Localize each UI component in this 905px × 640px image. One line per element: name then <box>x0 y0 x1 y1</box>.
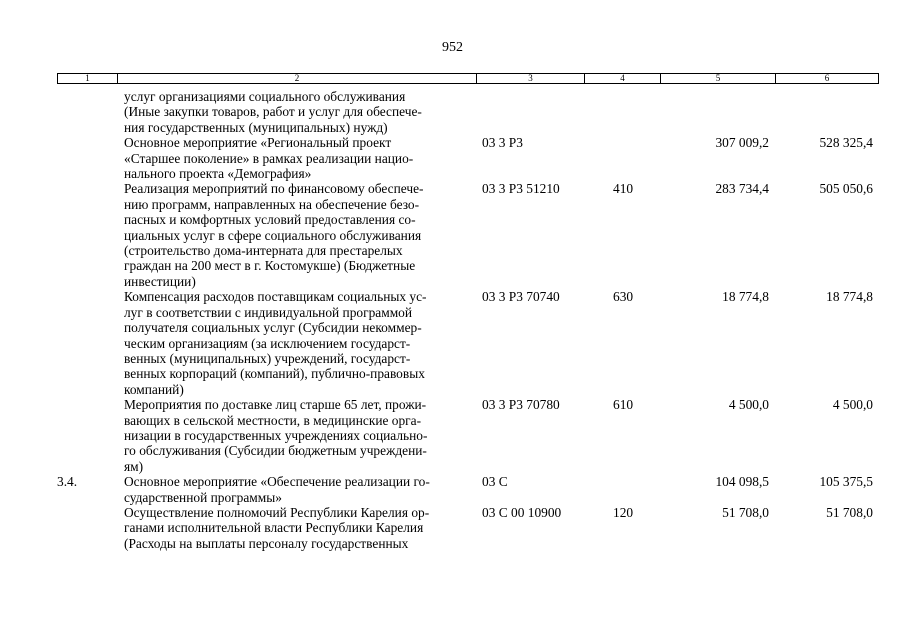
table-body <box>57 89 879 551</box>
row-target-code: 03 С 00 10900 <box>482 504 562 520</box>
description-line: нию программ, направленных на обеспечение безо- <box>124 196 420 212</box>
row-description <box>117 474 476 505</box>
table-row <box>57 397 879 474</box>
description-line: ям) <box>124 458 144 474</box>
row-amount-year-2: 528 325,4 <box>819 135 873 151</box>
description-line: (Расходы на выплаты персоналу государственных <box>124 535 409 551</box>
row-target-code: 03 3 Р3 70740 <box>482 289 560 305</box>
row-expense-type: 630 <box>613 289 634 305</box>
table-row <box>57 289 879 397</box>
description-line: луг в соответствии с индивидуальной программой <box>124 304 413 320</box>
row-expense-type: 610 <box>613 397 634 413</box>
row-description <box>117 135 476 181</box>
row-description <box>117 89 476 135</box>
description-line: Основное мероприятие «Региональный проект <box>124 135 392 151</box>
table-row <box>57 89 879 135</box>
description-line: получателя социальных услуг (Субсидии некоммер- <box>124 320 422 336</box>
row-number-cell <box>57 289 117 397</box>
row-number-cell <box>57 505 117 551</box>
row-expense-type-cell <box>584 135 660 181</box>
row-number-cell <box>57 181 117 289</box>
description-line: вающих в сельской местности, в медицинские орга- <box>124 412 422 428</box>
table-row <box>57 135 879 181</box>
row-number-cell <box>57 397 117 474</box>
row-expense-type-cell <box>584 89 660 135</box>
row-amount-year-1: 4 500,0 <box>728 397 769 413</box>
header-col-4: 4 <box>585 74 661 83</box>
row-amount-year-1 <box>660 89 775 135</box>
page-number: 952 <box>442 40 463 55</box>
row-amount-year-1: 104 098,5 <box>715 474 769 490</box>
row-target-code <box>476 89 584 135</box>
description-line: Компенсация расходов поставщикам социальных ус- <box>124 289 427 305</box>
table-row <box>57 505 879 551</box>
row-expense-type: 410 <box>613 181 634 197</box>
description-line: нального проекта «Демография» <box>124 166 312 182</box>
table-row <box>57 181 879 289</box>
row-expense-type-cell <box>584 474 660 505</box>
row-target-code: 03 3 Р3 70780 <box>482 397 560 413</box>
row-expense-type: 120 <box>613 504 634 520</box>
description-line: сударственной программы» <box>124 489 282 505</box>
row-description <box>117 505 476 551</box>
header-col-2: 2 <box>118 74 477 83</box>
row-description <box>117 397 476 474</box>
description-line: венных (муниципальных) учреждений, государст- <box>124 350 411 366</box>
row-amount-year-2: 4 500,0 <box>832 397 873 413</box>
description-line: Мероприятия по доставке лиц старше 65 лет, прожи- <box>124 397 427 413</box>
row-expense-type-cell <box>584 181 660 289</box>
row-number: 3.4. <box>57 474 78 490</box>
description-line: ния государственных (муниципальных) нужд) <box>124 119 388 135</box>
description-line: ческим организациям (за исключением государст- <box>124 335 411 351</box>
row-number-cell <box>57 474 117 505</box>
header-col-3: 3 <box>477 74 585 83</box>
header-col-6: 6 <box>824 73 830 83</box>
row-amount-year-2: 105 375,5 <box>819 474 873 490</box>
description-line: Реализация мероприятий по финансовому обеспече- <box>124 181 424 197</box>
description-line: компаний) <box>124 381 184 397</box>
description-line: «Старшее поколение» в рамках реализации нацио- <box>124 150 414 166</box>
description-line: инвестиции) <box>124 273 196 289</box>
description-line: (Иные закупки товаров, работ и услуг для обеспече- <box>124 104 422 120</box>
description-line: ганами исполнительной власти Республики Карелия <box>124 520 424 536</box>
header-col-1: 1 <box>58 74 118 83</box>
row-amount-year-2: 51 708,0 <box>826 504 873 520</box>
row-amount-year-2: 18 774,8 <box>826 289 873 305</box>
row-expense-type-cell <box>584 505 660 551</box>
row-amount-year-1: 18 774,8 <box>722 289 769 305</box>
description-line: пасных и комфортных условий предоставления со- <box>124 212 416 228</box>
row-expense-type-cell <box>584 289 660 397</box>
description-line: венных корпораций (компаний), публично-правовых <box>124 366 425 382</box>
row-description <box>117 289 476 397</box>
row-amount-year-1: 283 734,4 <box>715 181 769 197</box>
row-target-code: 03 3 Р3 51210 <box>482 181 560 197</box>
table-header <box>57 73 879 84</box>
row-target-code: 03 С <box>482 474 508 490</box>
row-target-code: 03 3 Р3 <box>482 135 523 151</box>
description-line: Основное мероприятие «Обеспечение реализации го- <box>124 474 430 490</box>
row-amount-year-1: 307 009,2 <box>715 135 769 151</box>
row-amount-year-1: 51 708,0 <box>722 504 769 520</box>
description-line: го обслуживания (Субсидии бюджетным учреждени- <box>124 443 427 459</box>
row-amount-year-2 <box>775 89 879 135</box>
table-row <box>57 474 879 505</box>
description-line: низации в государственных учреждениях социально- <box>124 427 428 443</box>
description-line: циальных услуг в сфере социального обслуживания <box>124 227 422 243</box>
header-col-5: 5 <box>661 74 776 83</box>
row-amount-year-2: 505 050,6 <box>819 181 873 197</box>
description-line: услуг организациями социального обслуживания <box>124 89 406 104</box>
description-line: граждан на 200 мест в г. Костомукше) (Бюджетные <box>124 258 416 274</box>
row-description <box>117 181 476 289</box>
description-line: (строительство дома-интерната для престарелых <box>124 243 403 259</box>
row-expense-type-cell <box>584 397 660 474</box>
description-line: Осуществление полномочий Республики Карелия ор- <box>124 504 430 520</box>
row-number-cell <box>57 135 117 181</box>
row-number-cell <box>57 89 117 135</box>
